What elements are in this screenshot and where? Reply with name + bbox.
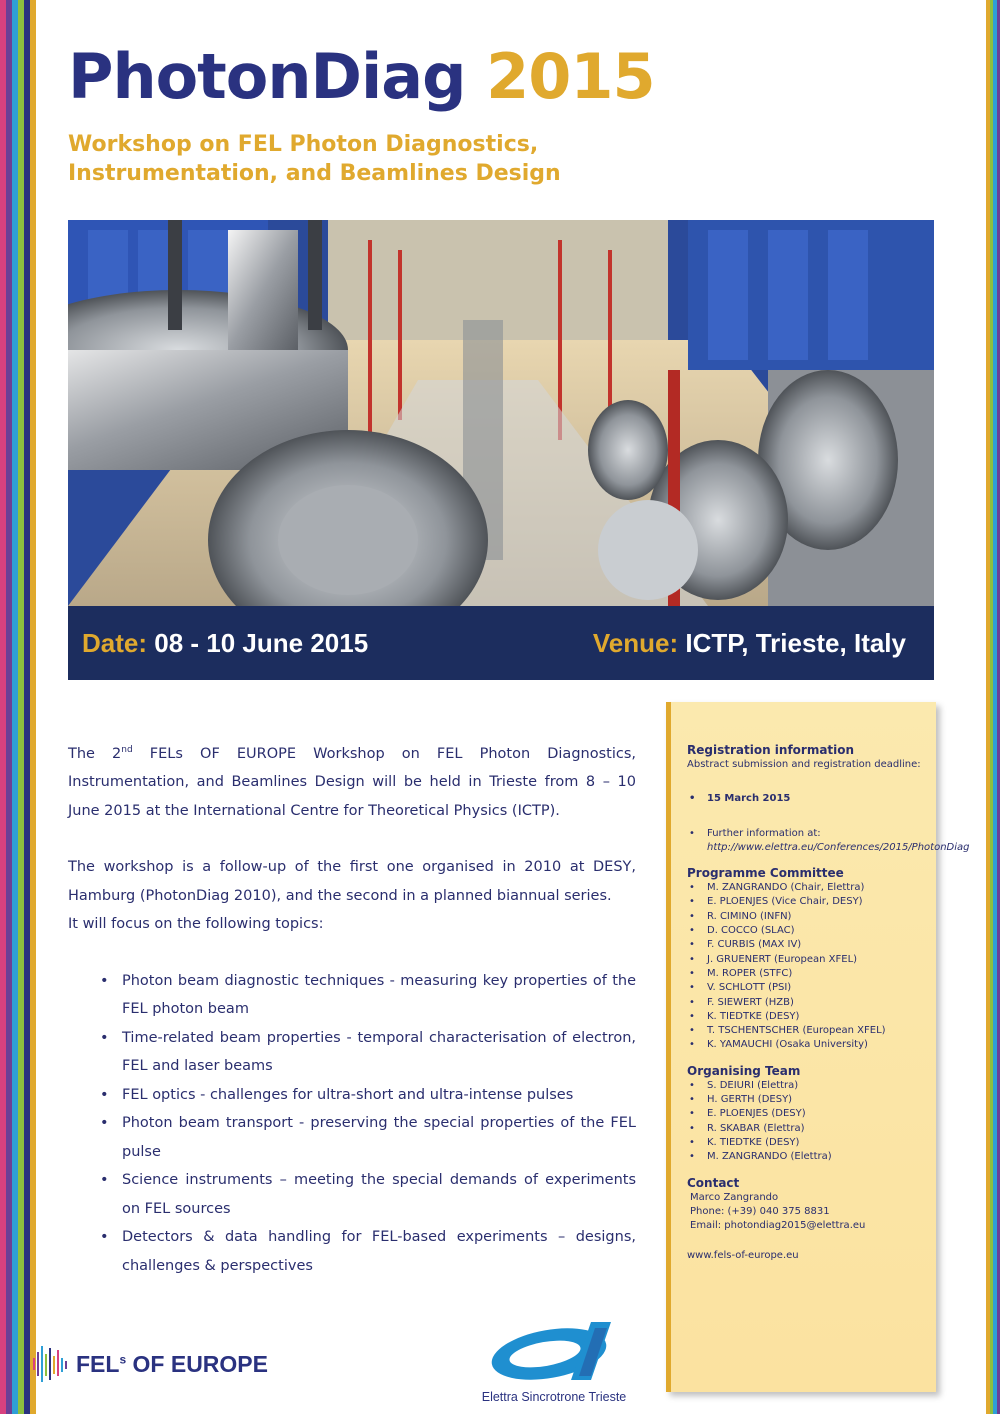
- further-info-label: Further information at:: [707, 827, 821, 839]
- list-item: • S. DEIURI (Elettra): [687, 1079, 924, 1093]
- page-subtitle: [68, 130, 561, 188]
- list-item: • R. SKABAR (Elettra): [687, 1122, 924, 1136]
- topic-list: [68, 967, 636, 1281]
- list-item: • F. CURBIS (MAX IV): [687, 938, 924, 952]
- description: [68, 736, 636, 1280]
- contact-name: Marco Zangrando: [690, 1191, 779, 1203]
- list-item: • M. ZANGRANDO (Elettra): [687, 1150, 924, 1164]
- registration-text: Abstract submission and registration deadline:: [687, 759, 921, 770]
- followup-text: The workshop is a follow-up of the first one organised in 2010 at DESY, Hamburg (PhotonDiag 2010), and the second in a planned biannual series.: [68, 859, 636, 904]
- venue-value: ICTP, Trieste, Italy: [685, 627, 906, 658]
- elettra-logo: [464, 1318, 644, 1404]
- further-info-list: [687, 827, 970, 856]
- programme-list: [687, 881, 924, 1053]
- followup-paragraph: [68, 853, 636, 939]
- elettra-caption: Elettra Sincrotrone Trieste: [481, 1390, 627, 1404]
- fels-logo-pre: FEL: [76, 1350, 120, 1377]
- waveform-icon: [32, 1344, 68, 1384]
- list-item: • D. COCCO (SLAC): [687, 924, 924, 938]
- list-item: • E. PLOENJES (Vice Chair, DESY): [687, 895, 924, 909]
- registration-deadline: • 15 March 2015: [687, 792, 924, 806]
- elettra-emblem-icon: [479, 1318, 629, 1384]
- contact-email[interactable]: Email: photondiag2015@elettra.eu: [690, 1220, 866, 1232]
- list-item: • Detectors & data handling for FEL-based experiments – designs, challenges & perspectives: [68, 1223, 636, 1280]
- list-item: • Time-related beam properties - temporal characterisation of electron, FEL and laser beams: [68, 1024, 636, 1081]
- list-item: • E. PLOENJES (DESY): [687, 1107, 924, 1121]
- date-block: [82, 628, 368, 659]
- fels-logo-post: OF EUROPE: [126, 1350, 268, 1377]
- list-item: • R. CIMINO (INFN): [687, 910, 924, 924]
- list-item: • Photon beam transport - preserving the special properties of the FEL pulse: [68, 1109, 636, 1166]
- programme-heading: Programme Committee: [687, 866, 844, 881]
- list-item: • K. TIEDTKE (DESY): [687, 1136, 924, 1150]
- info-box: [666, 702, 970, 1392]
- list-item: • K. TIEDTKE (DESY): [687, 1010, 924, 1024]
- list-item: • Science instruments – meeting the special demands of experiments on FEL sources: [68, 1166, 636, 1223]
- further-info-link[interactable]: http://www.elettra.eu/Conferences/2015/PhotonDiag: [707, 841, 970, 853]
- intro-paragraph: [68, 736, 636, 825]
- date-value: 08 - 10 June 2015: [154, 627, 369, 658]
- contact-heading: Contact: [687, 1175, 740, 1190]
- topics-lead: It will focus on the following topics:: [68, 916, 324, 933]
- list-item: • T. TSCHENTSCHER (European XFEL): [687, 1024, 924, 1038]
- list-item: • V. SCHLOTT (PSI): [687, 981, 924, 995]
- list-item: • F. SIEWERT (HZB): [687, 996, 924, 1010]
- registration-heading: Registration information: [687, 743, 855, 757]
- title-year: 2015: [486, 40, 655, 113]
- fels-logo-text: [76, 1351, 268, 1378]
- list-item: • Photon beam diagnostic techniques - measuring key properties of the FEL photon beam: [68, 967, 636, 1024]
- further-info: [687, 827, 970, 856]
- venue-label: Venue:: [592, 627, 679, 658]
- website-link[interactable]: www.fels-of-europe.eu: [687, 1250, 799, 1262]
- intro-post: FELs OF EUROPE Workshop on FEL Photon Diagnostics, Instrumentation, and Beamlines Design will be held in Trieste from 8 – 10 June 2015 at the International Centre for Theoretical Physics (ICTP).: [68, 745, 636, 819]
- intro-pre: The 2: [68, 745, 122, 762]
- organising-heading: Organising Team: [687, 1063, 801, 1078]
- list-item: • K. YAMAUCHI (Osaka University): [687, 1038, 924, 1052]
- title-name: PhotonDiag: [68, 40, 466, 113]
- list-item: • J. GRUENERT (European XFEL): [687, 953, 924, 967]
- list-item: • H. GERTH (DESY): [687, 1093, 924, 1107]
- venue-block: [593, 628, 906, 659]
- left-color-stripes: [0, 0, 40, 1414]
- fels-logo-sup: s: [119, 1351, 127, 1366]
- list-item: • M. ZANGRANDO (Chair, Elettra): [687, 881, 924, 895]
- right-color-stripes: [986, 0, 1000, 1414]
- page-title: [68, 42, 655, 112]
- fels-of-europe-logo: [32, 1344, 268, 1384]
- intro-sup: nd: [121, 745, 133, 755]
- event-banner: [68, 606, 934, 680]
- list-item: • M. ROPER (STFC): [687, 967, 924, 981]
- organising-list: [687, 1079, 924, 1165]
- subtitle-line-2: Instrumentation, and Beamlines Design: [68, 161, 561, 186]
- list-item: • FEL optics - challenges for ultra-short and ultra-intense pulses: [68, 1081, 636, 1110]
- subtitle-line-1: Workshop on FEL Photon Diagnostics,: [68, 132, 539, 157]
- contact-phone: Phone: (+39) 040 375 8831: [690, 1205, 830, 1217]
- date-label: Date:: [82, 627, 148, 658]
- beamline-lab-photo: [68, 220, 934, 606]
- registration-list: [687, 792, 924, 806]
